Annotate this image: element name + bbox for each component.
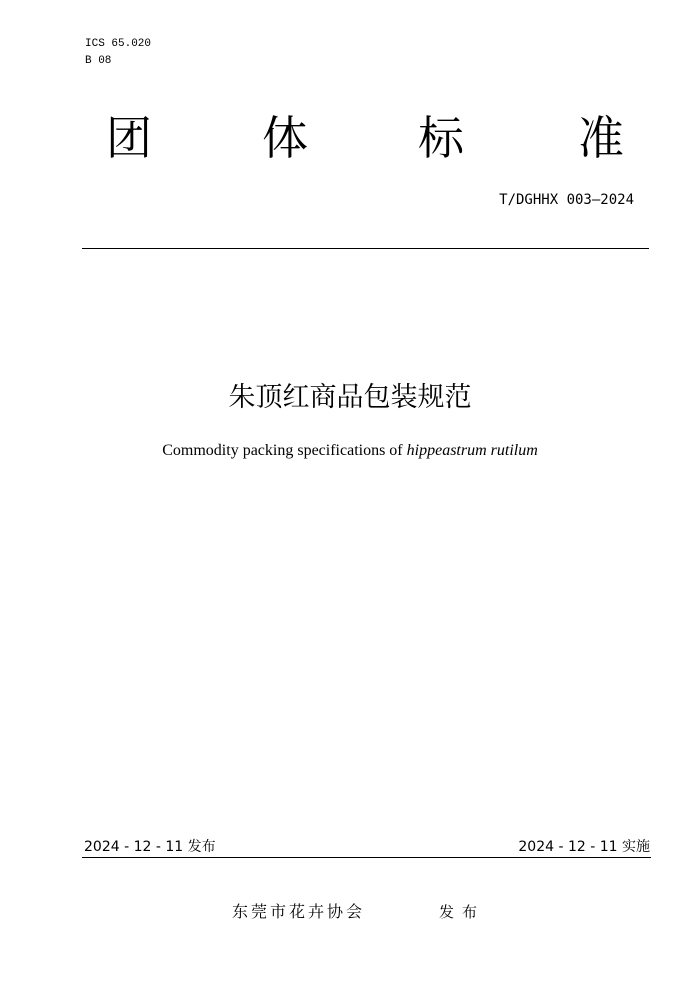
header-divider	[82, 248, 649, 249]
footer-divider	[82, 857, 651, 858]
classification-codes	[85, 36, 151, 70]
title-english-prefix: Commodity packing specifications of	[162, 442, 407, 459]
title-english	[0, 441, 700, 461]
standard-type-char-3: 标	[418, 111, 464, 165]
issuing-organization: 东莞市花卉协会	[232, 902, 366, 921]
title-english-species: hippeastrum rutilum	[406, 442, 538, 459]
standard-number: T/DGHHX 003—2024	[499, 192, 634, 208]
standard-type-char-2: 体	[262, 111, 308, 165]
standard-type-char-4: 准	[578, 111, 624, 165]
implement-date: 2024 - 12 - 11 实施	[518, 839, 650, 855]
ics-code: ICS 65.020	[85, 38, 152, 50]
title-chinese: 朱顶红商品包装规范	[228, 382, 472, 413]
publish-date: 2024 - 12 - 11 发布	[84, 839, 216, 855]
standard-type-char-1: 团	[106, 111, 152, 165]
ccs-code: B 08	[85, 55, 112, 67]
issue-label: 发布	[439, 903, 486, 921]
